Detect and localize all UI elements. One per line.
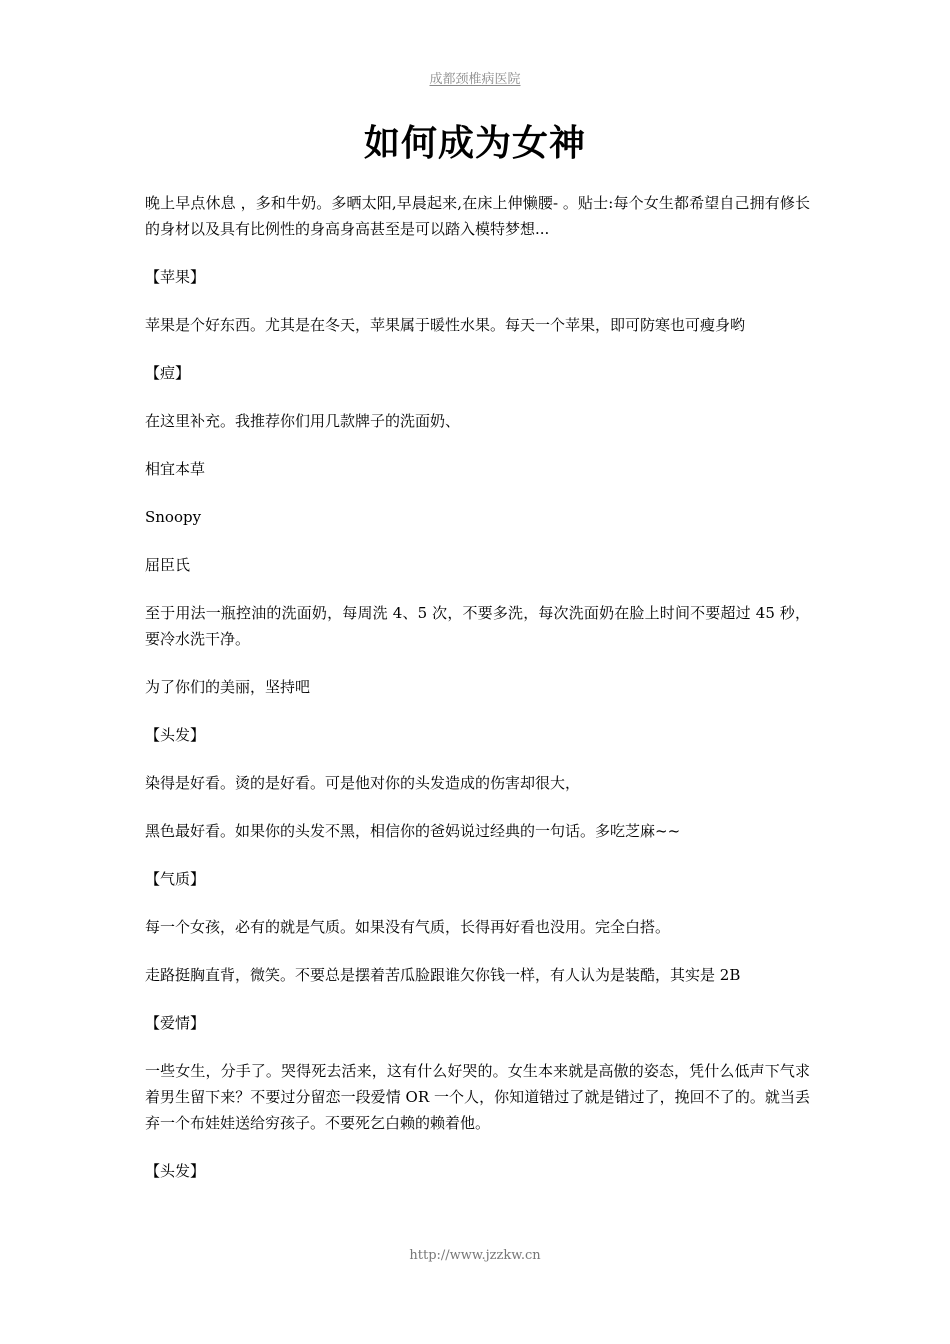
paragraph-temperament: 每一个女孩，必有的就是气质。如果没有气质，长得再好看也没用。完全白搭。 <box>145 918 671 936</box>
article-body <box>145 190 810 1206</box>
brand-item-3: 屈臣氏 <box>145 556 191 574</box>
page-header-site-name[interactable]: 成都颈椎病医院 <box>429 72 521 87</box>
paragraph-love: 一些女生，分手了。哭得死去活来，这有什么好哭的。女生本来就是高傲的姿态，凭什么低声下气求着男生留下来？不要过分留恋一段爱情 OR 一个人，你知道错过了就是错过了，挽回不了的。就当丢弃一个布娃娃送给穷孩子。不要死乞白赖的赖着他。 <box>145 1062 810 1132</box>
brand-item-1: 相宜本草 <box>145 460 206 478</box>
section-heading-love: 【爱情】 <box>145 1014 206 1032</box>
section-heading-temperament: 【气质】 <box>145 870 206 888</box>
paragraph-cleanser-intro: 在这里补充。我推荐你们用几款牌子的洗面奶、 <box>145 412 461 430</box>
page-title: 如何成为女神 <box>363 123 586 164</box>
section-heading-hair: 【头发】 <box>145 726 206 744</box>
paragraph-apple: 苹果是个好东西。尤其是在冬天，苹果属于暖性水果。每天一个苹果，即可防寒也可瘦身哟 <box>145 316 746 334</box>
paragraph-hair-black: 黑色最好看。如果你的头发不黑，相信你的爸妈说过经典的一句话。多吃芝麻~~ <box>145 822 681 840</box>
section-heading-acne: 【痘】 <box>145 364 191 382</box>
section-heading-hair-2: 【头发】 <box>145 1162 206 1180</box>
section-heading-apple: 【苹果】 <box>145 268 206 286</box>
paragraph-cleanser-usage: 至于用法一瓶控油的洗面奶，每周洗 4、5 次，不要多洗，每次洗面奶在脸上时间不要超过 45 秒，要冷水洗干净。 <box>145 604 810 648</box>
paragraph-intro: 晚上早点休息 ，多和牛奶。多晒太阳,早晨起来,在床上伸懒腰- 。贴士:每个女生都希望自己拥有修长的身材以及具有比例性的身高身高甚至是可以踏入模特梦想... <box>145 194 810 238</box>
brand-item-2: Snoopy <box>145 508 202 526</box>
paragraph-posture: 走路挺胸直背，微笑。不要总是摆着苦瓜脸跟谁欠你钱一样，有人认为是装酷，其实是 2B <box>145 966 741 984</box>
page-footer-url[interactable]: http://www.jzzkw.cn <box>409 1248 541 1263</box>
paragraph-encourage: 为了你们的美丽，坚持吧 <box>145 678 311 696</box>
paragraph-hair-damage: 染得是好看。烫的是好看。可是他对你的头发造成的伤害却很大， <box>145 774 581 792</box>
